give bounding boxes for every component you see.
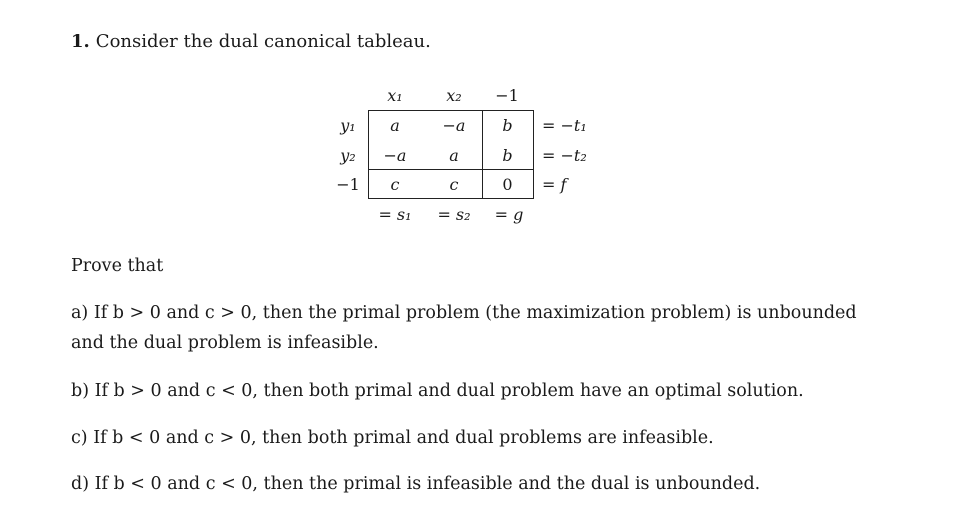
part-d: d) If b < 0 and c < 0, then the primal is infeasible and the dual is unbounded. (71, 474, 761, 494)
row-result-f: = f (542, 175, 567, 194)
prove-label: Prove that (71, 256, 164, 276)
tableau-cell: a (390, 116, 400, 135)
row-header-y2: y₂ (340, 146, 356, 165)
part-b: b) If b > 0 and c < 0, then both primal and dual problem have an optimal solution. (71, 381, 804, 401)
tableau-cell: 0 (502, 175, 513, 194)
column-header-minus-one: −1 (495, 86, 519, 105)
column-result-g: = g (494, 205, 524, 224)
tableau-cell: b (502, 146, 513, 165)
tableau-bottom-border (368, 198, 534, 199)
dual-canonical-tableau (320, 82, 610, 232)
tableau-cell: b (502, 116, 513, 135)
problem-heading (71, 31, 431, 52)
problem-statement: Consider the dual canonical tableau. (95, 31, 431, 52)
column-header-x2: x₂ (446, 86, 462, 105)
row-result-t2: = −t₂ (542, 146, 587, 165)
row-result-t1: = −t₁ (542, 116, 587, 135)
part-c: c) If b < 0 and c > 0, then both primal and dual problems are infeasible. (71, 428, 714, 448)
column-result-s1: = s₁ (378, 205, 412, 224)
tableau-row-divider (368, 169, 534, 170)
tableau-cell: a (449, 146, 459, 165)
tableau-right-border (533, 110, 534, 198)
tableau-cell: −a (383, 146, 407, 165)
tableau-cell: c (390, 175, 400, 194)
column-result-s2: = s₂ (437, 205, 471, 224)
row-header-y1: y₁ (340, 116, 356, 135)
tableau-cell: c (449, 175, 459, 194)
tableau-left-border (368, 110, 369, 198)
row-header-minus-one: −1 (336, 175, 360, 194)
part-a: a) If b > 0 and c > 0, then the primal problem (the maximization problem) is unbounded and the dual problem is infeasible. (71, 303, 857, 353)
tableau-divider (482, 110, 483, 198)
column-header-x1: x₁ (387, 86, 403, 105)
tableau-cell: −a (442, 116, 466, 135)
problem-number: 1. (71, 31, 90, 52)
tableau-top-border (368, 110, 534, 111)
